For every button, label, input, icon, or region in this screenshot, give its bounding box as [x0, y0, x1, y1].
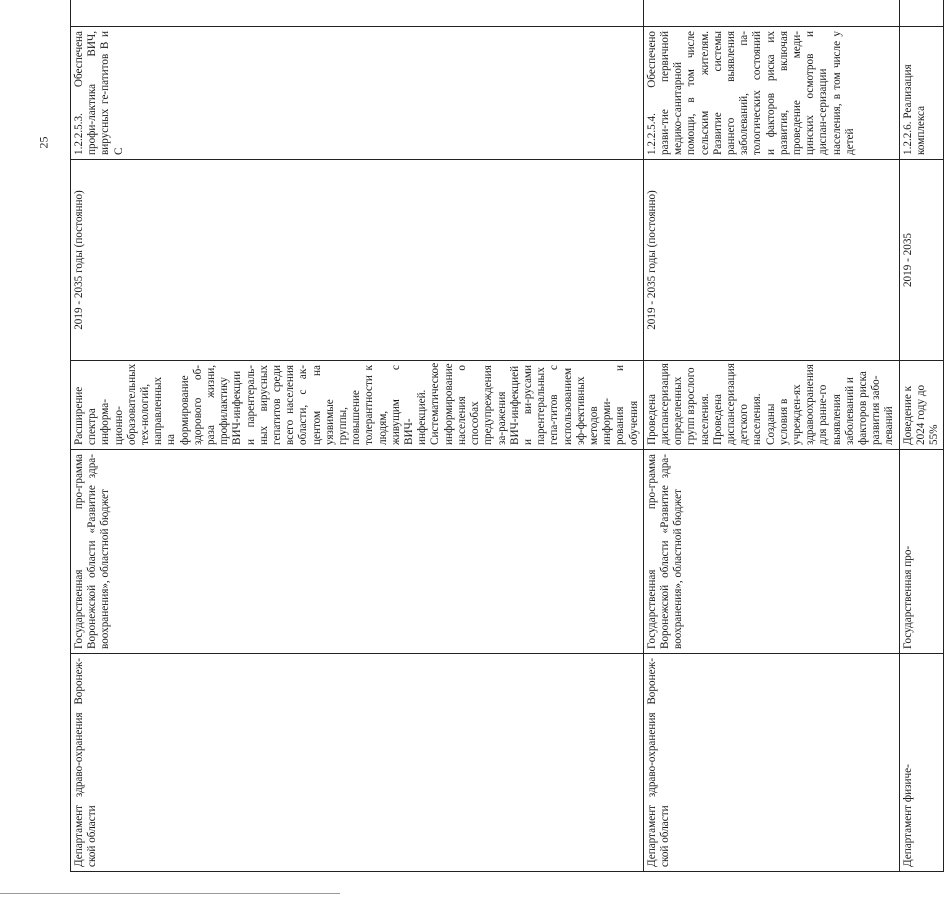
period-cell: 2019 - 2035 годы (постоянно): [643, 160, 899, 361]
department-cell: Департамент здраво-охранения Воронеж-ской области: [643, 654, 899, 872]
page-number: 25: [36, 136, 51, 149]
table-row: [643, 0, 899, 872]
scan-edge-line: [0, 893, 340, 894]
department-cell: Департамент физиче-: [899, 654, 944, 872]
table-row: [899, 0, 944, 872]
program-cell: Государственная про-грамма Воронежской области «Развитие здра-воохранения», областной бюджет: [643, 450, 899, 654]
empty-cell: [71, 0, 644, 27]
empty-cell: [643, 0, 899, 27]
empty-cell: [899, 0, 944, 27]
result-cell: Расширение спектра информа-ционно-образовательных тех-нологий, направленных на формирование здорового об-раза жизни, профилактику ВИЧ-инфекции и парентераль-ных вирусных гепатитов среди всего населения области, с ак-центом на уязвимые группы, повышение толерантности к людям, живущим с ВИЧ-инфекцией. Систематическое информирование населения о способах предупреждения за-ражения ВИЧ-инфекцией и ви-русами парентеральных гепа-титов с использованием эф-фективных методов информи-рования и обучения: [71, 361, 644, 450]
result-cell: Проведена диспансеризация определенных групп взрослого населения. Проведена диспансеризация детского населения. Созданы условия в учрежден-ях здравоохранения для ранне-го выявления заболеваний и факторов риска развития забо-леваний: [643, 361, 899, 450]
task-cell: 1.2.2.6. Реализация комплекса: [899, 27, 944, 160]
department-cell: Департамент здраво-охранения Воронеж-ской области: [71, 654, 644, 872]
measures-table: [70, 0, 944, 872]
rotated-table-container: [70, 30, 940, 872]
result-cell: Доведение к 2024 году до 55%: [899, 361, 944, 450]
period-cell: 2019 - 2035 годы (постоянно): [71, 160, 644, 361]
table-row: [71, 0, 644, 872]
program-cell: Государственная про-грамма Воронежской области «Развитие здра-воохранения», областной бюджет: [71, 450, 644, 654]
task-cell: 1.2.2.5.4. Обеспечено разви-тие первичной медико-санитарной помощи, в том числе сельским жителям. Развитие системы раннего выявления заболеваний, па-тологических состояний и факторов риска их развития, включая проведение меди-цинских осмотров и диспан-серизации населения, в том числе у детей: [643, 27, 899, 160]
period-cell: 2019 - 2035: [899, 160, 944, 361]
task-cell: 1.2.2.5.3. Обеспечена профи-лактика ВИЧ, вирусных ге-патитов B и C: [71, 27, 644, 160]
program-cell: Государственная про-: [899, 450, 944, 654]
